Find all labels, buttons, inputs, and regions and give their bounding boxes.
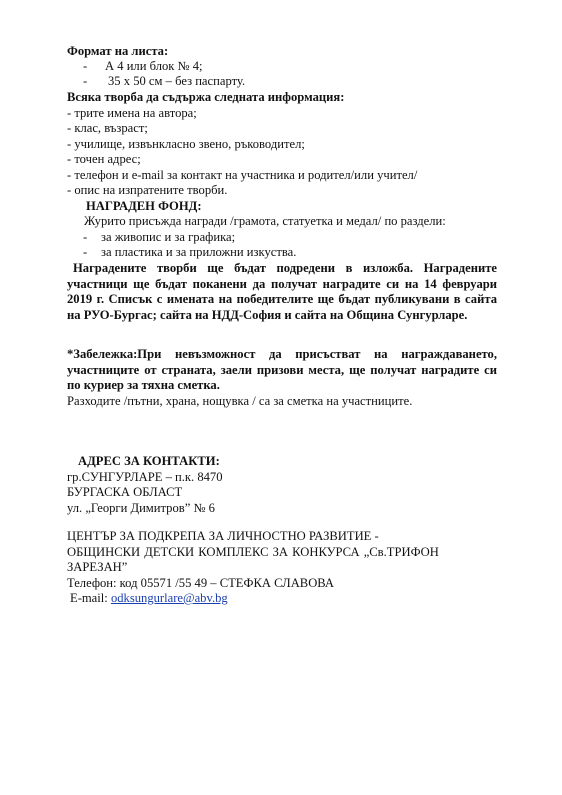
organization-line: ЦЕНТЪР ЗА ПОДКРЕПА ЗА ЛИЧНОСТНО РАЗВИТИЕ - — [67, 529, 379, 543]
prize-item: за живопис и за графика; — [101, 230, 236, 244]
info-item: - телефон и e-mail за контакт на участника и родител/или учител/ — [67, 168, 418, 182]
info-item: - училище, извънкласно звено, ръководител; — [67, 137, 305, 151]
info-item: - трите имена на автора; — [67, 106, 197, 120]
email-link[interactable]: odksungurlare@abv.bg — [110, 591, 228, 605]
format-item: 35 х 50 см – без паспарту. — [108, 74, 246, 88]
contact-city: гр.СУНГУРЛАРЕ – п.к. 8470 — [67, 470, 223, 484]
contact-heading: АДРЕС ЗА КОНТАКТИ: — [78, 454, 220, 468]
info-item: - клас, възраст; — [67, 121, 148, 135]
contact-region: БУРГАСКА ОБЛАСТ — [67, 485, 183, 499]
awards-paragraph: Наградените творби ще бъдат подредени в изложба. Наградените участници ще бъдат поканени да получат наградите си на 14 февруари 2019 г. Списък с имената на победителите ще бъдат публикувани в сайта на РУО-Бургас; сайта на НДД-София и сайта на Община Сунгурларе. — [67, 261, 497, 322]
prize-item-bullet: - — [83, 230, 88, 244]
contact-street: ул. „Георги Димитров” № 6 — [67, 501, 215, 515]
info-heading: Всяка творба да съдържа следната информация: — [67, 90, 345, 104]
format-item-bullet: - — [83, 59, 88, 73]
prize-item: за пластика и за приложни изкуства. — [101, 245, 297, 259]
note-paragraph: *Забележка:При невъзможност да присъстват на награждаването, участниците от страната, заели призови места, ще получат наградите си по куриер за тяхна сметка. — [67, 347, 497, 392]
prize-fund-intro: Журито присъжда награди /грамота, статуетка и медал/ по раздели: — [84, 214, 446, 228]
contact-email-row — [70, 591, 228, 607]
contact-phone: Телефон: код 05571 /55 49 – СТЕФКА СЛАВОВА — [67, 576, 335, 590]
info-item: - точен адрес; — [67, 152, 141, 166]
format-heading: Формат на листа: — [67, 44, 169, 58]
prize-item-bullet: - — [83, 245, 88, 259]
prize-fund-heading: НАГРАДЕН ФОНД: — [86, 199, 202, 213]
email-label: E-mail: — [70, 591, 108, 605]
organization-line: ОБЩИНСКИ ДЕТСКИ КОМПЛЕКС ЗА КОНКУРСА „Св.ТРИФОН — [67, 545, 439, 559]
format-item-bullet: - — [83, 74, 88, 88]
expenses-text: Разходите /пътни, храна, нощувка / са за сметка на участниците. — [67, 394, 413, 408]
organization-line: ЗАРЕЗАН” — [67, 560, 128, 574]
format-item: А 4 или блок № 4; — [105, 59, 203, 73]
info-item: - опис на изпратените творби. — [67, 183, 228, 197]
